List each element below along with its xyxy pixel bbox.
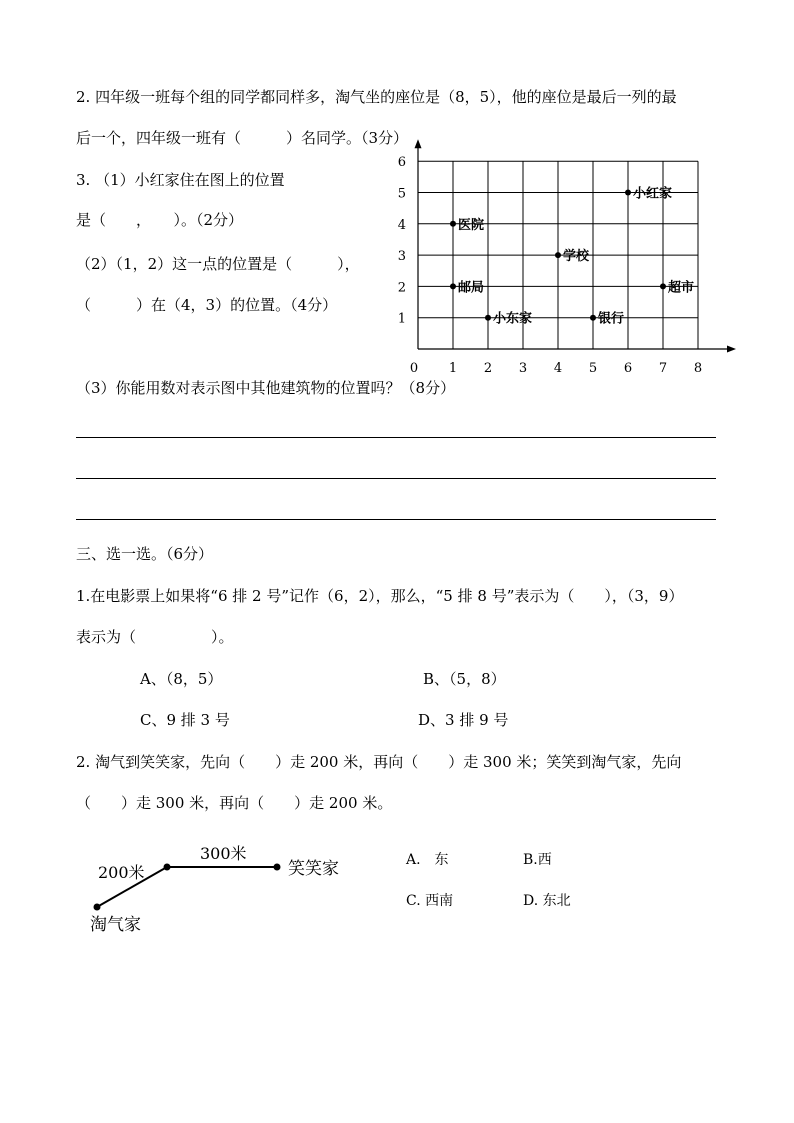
s3-q2-option-a: A. 东	[406, 852, 449, 868]
answer-line[interactable]	[76, 437, 716, 438]
data-point	[450, 221, 456, 227]
answer-line[interactable]	[76, 478, 716, 479]
s3-q2-option-b: B.西	[523, 852, 552, 868]
x-tick-label: 5	[588, 361, 598, 376]
x-tick-label: 2	[483, 361, 493, 376]
data-point	[625, 190, 631, 196]
route-dot-corner	[164, 864, 171, 871]
y-tick-label: 4	[397, 217, 406, 233]
s3-q1-option-d: D、3 排 9 号	[418, 711, 509, 729]
route-dot-end	[274, 864, 281, 871]
route-label-200: 200米	[98, 863, 145, 882]
q3-part2-line1: （2）（1，2）这一点的位置是（ ），	[76, 255, 360, 273]
q3-part2-line2: （ ）在（4，3）的位置。（4分）	[76, 296, 338, 314]
data-point	[660, 283, 666, 289]
data-point	[555, 252, 561, 258]
s3-q2-option-c: C. 西南	[406, 893, 454, 909]
s3-q1-line2: 表示为（ ）。	[76, 628, 234, 646]
data-point-label: 医院	[458, 217, 485, 233]
section-heading: 三、选一选。（6分）	[76, 545, 214, 563]
x-tick-label: 1	[448, 361, 458, 376]
route-diagram	[80, 838, 360, 943]
x-tick-label: 4	[553, 361, 563, 376]
q3-part1-line1: 3. （1）小红家住在图上的位置	[76, 171, 285, 189]
x-tick-label: 3	[518, 361, 528, 376]
data-point-label: 学校	[563, 249, 590, 265]
q3-part3: （3）你能用数对表示图中其他建筑物的位置吗？（8分）	[76, 379, 456, 397]
route-label-end: 笑笑家	[288, 859, 339, 879]
y-tick-label: 5	[397, 186, 406, 202]
data-point	[485, 315, 491, 321]
x-axis-arrow	[727, 346, 736, 353]
s3-q1-option-b: B、（5，8）	[423, 670, 506, 688]
route-label-start: 淘气家	[90, 915, 141, 935]
s3-q2-line2: （ ）走 300 米，再向（ ）走 200 米。	[76, 794, 393, 812]
data-point-label: 银行	[598, 311, 625, 327]
s3-q2-option-d: D. 东北	[523, 893, 571, 909]
coordinate-grid-chart	[395, 130, 740, 380]
y-tick-label: 1	[397, 311, 406, 327]
s3-q1-option-a: A、（8，5）	[140, 670, 223, 688]
s3-q1-option-c: C、9 排 3 号	[140, 711, 230, 729]
data-point-label: 邮局	[458, 280, 485, 296]
q2-line1: 2. 四年级一班每个组的同学都同样多，淘气坐的座位是（8，5），他的座位是最后一列的最	[76, 88, 677, 106]
x-tick-label: 8	[693, 361, 703, 376]
x-tick-label: 0	[409, 361, 419, 376]
y-tick-label: 2	[397, 280, 406, 296]
data-point-label: 小红家	[633, 186, 673, 202]
data-point-label: 小东家	[493, 311, 533, 327]
s3-q1-line1: 1.在电影票上如果将“6 排 2 号”记作（6，2），那么，“5 排 8 号”表示为（ ），（3，9）	[76, 587, 684, 605]
route-dot-start	[94, 904, 101, 911]
q3-part1-line2: 是（ ， ）。（2分）	[76, 211, 244, 229]
data-point	[450, 283, 456, 289]
x-tick-label: 6	[623, 361, 633, 376]
data-point-label: 超市	[668, 280, 695, 296]
y-tick-label: 6	[397, 155, 406, 171]
x-tick-label: 7	[658, 361, 668, 376]
data-point	[590, 315, 596, 321]
y-tick-label: 3	[397, 249, 406, 265]
q2-line2: 后一个，四年级一班有（ ）名同学。（3分）	[76, 129, 409, 147]
route-label-300: 300米	[200, 844, 247, 863]
answer-line[interactable]	[76, 519, 716, 520]
s3-q2-line1: 2. 淘气到笑笑家，先向（ ）走 200 米，再向（ ）走 300 米；笑笑到淘气家，先向	[76, 753, 682, 771]
y-axis-arrow	[415, 139, 422, 148]
